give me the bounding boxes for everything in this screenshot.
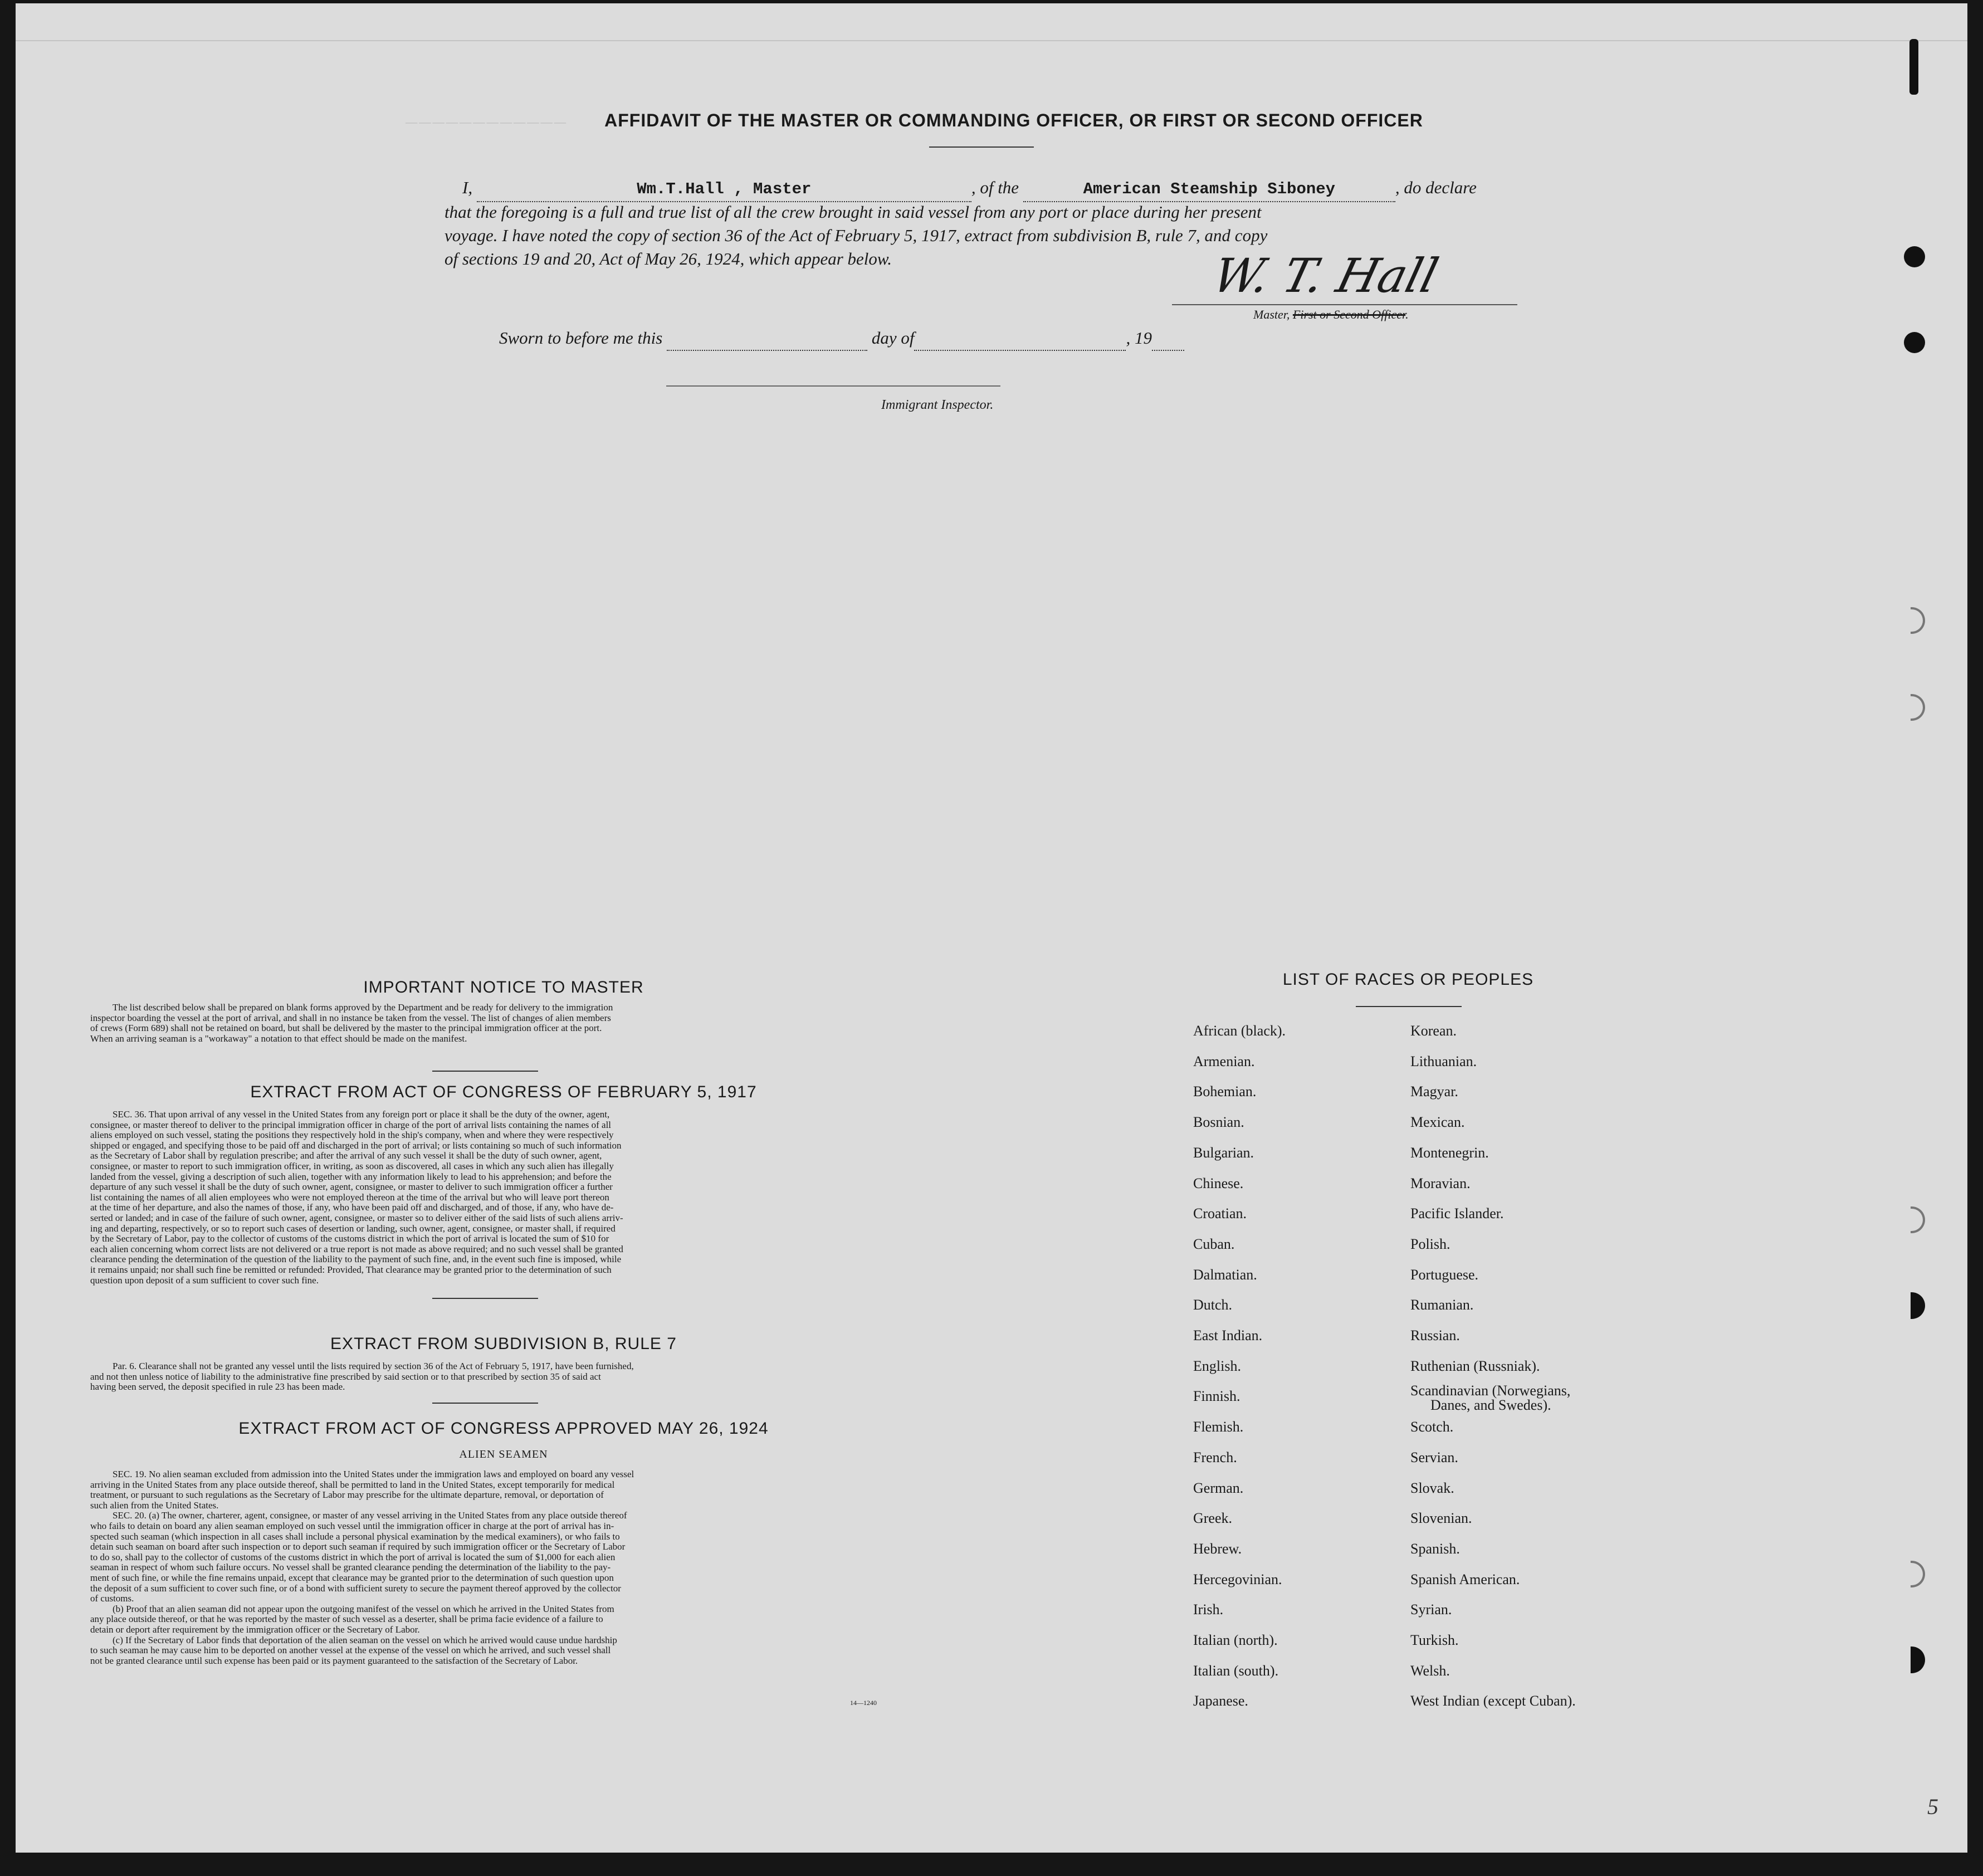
inspector-caption: Immigrant Inspector. xyxy=(881,398,994,412)
extract-1924-line: the deposit of a sum sufficient to cover such fine, or of a bond with sufficient surety to secure the payment thereof approved by the collector xyxy=(90,1582,621,1594)
form-number: 14—1240 xyxy=(850,1699,877,1707)
races-title: LIST OF RACES OR PEOPLES xyxy=(1282,970,1534,989)
race-item: Spanish. xyxy=(1410,1540,1460,1557)
extract-1924-line: to such seaman he may cause him to be deported on another vessel at the expense of the vessel on which he arrived, and such vessel shall xyxy=(90,1645,611,1656)
race-item: Bulgarian. xyxy=(1193,1144,1254,1161)
binder-ring-icon xyxy=(1911,1647,1925,1673)
punch-hole-icon xyxy=(1904,246,1925,267)
extract-1924-line: who fails to detain on board any alien seaman employed on such vessel until the immigration officer in charge at the port of arrival has in- xyxy=(90,1520,614,1531)
extract-1917-line: each alien concerning whom correct lists are not delivered or a true report is not made as above required; and no such vessel shall be granted xyxy=(90,1243,623,1254)
extract-rule7-line: having been served, the deposit specified in rule 23 has been made. xyxy=(90,1381,345,1393)
signature-line xyxy=(1172,304,1517,305)
binder-ring-icon xyxy=(1911,607,1925,634)
race-item: Croatian. xyxy=(1193,1205,1247,1222)
section-divider xyxy=(432,1071,538,1072)
race-item: Slovenian. xyxy=(1410,1510,1472,1527)
race-item: Syrian. xyxy=(1410,1601,1452,1618)
race-item: Hercegovinian. xyxy=(1193,1571,1282,1587)
extract-1924-line: any place outside thereof, or that he was reported by the master of such vessel as a deserter, shall be prima facie evidence of a failure to xyxy=(90,1614,603,1625)
race-item: Welsh. xyxy=(1410,1662,1450,1679)
extract-1917-line: as the Secretary of Labor shall by regulation prescribe; and after the arrival of any such vessel it shall be the duty of such owner, agent, xyxy=(90,1150,602,1161)
extract-1917-line: shipped or engaged, and specifying those to be paid off and discharged in the port of arrival; or lists containing so much of such information xyxy=(90,1140,622,1151)
sworn-label: Sworn to before me this xyxy=(499,328,663,348)
page-fold-line xyxy=(16,40,1967,41)
signer-caption-struck: First or Second Officer xyxy=(1292,307,1406,321)
race-item: Dalmatian. xyxy=(1193,1266,1257,1283)
extract-1924-line: (c) If the Secretary of Labor finds that deportation of the alien seaman on the vessel on which he arrived would cause undue hardship xyxy=(113,1634,617,1645)
signer-caption-end: . xyxy=(1405,307,1409,321)
race-item: Scotch. xyxy=(1410,1419,1454,1435)
notice-line: inspector boarding the vessel at the port of arrival, and shall in no instance be taken from the vessel. The list of changes of alien members xyxy=(90,1012,611,1023)
extract-1917-title: EXTRACT FROM ACT OF CONGRESS OF FEBRUARY 5, 1917 xyxy=(250,1083,757,1101)
declarant-name-field xyxy=(477,176,971,202)
race-item: Hebrew. xyxy=(1193,1540,1242,1557)
sworn-day-field xyxy=(667,326,867,351)
extract-1924-body xyxy=(90,1469,921,1666)
race-item: Dutch. xyxy=(1193,1297,1233,1313)
extract-rule7-line: and not then unless notice of liability to the administrative fine prescribed by said section or to that prescribed by section 35 of said act xyxy=(90,1371,601,1382)
extract-1917-line: consignee, or master thereof to deliver to the principal immigration officer in charge of the port of arrival lists containing the names of all xyxy=(90,1119,612,1130)
race-item: Mexican. xyxy=(1410,1114,1465,1131)
punch-hole-icon xyxy=(1904,332,1925,353)
year-prefix: , 19 xyxy=(1126,328,1152,348)
of-the-label: , of the xyxy=(971,178,1019,197)
extract-1924-line: (b) Proof that an alien seaman did not appear upon the outgoing manifest of the vessel on which he arrived in the United States from xyxy=(113,1603,614,1614)
race-item: Italian (north). xyxy=(1193,1632,1278,1648)
extract-1924-line: detain or deport after requirement by the immigration officer or the Secretary of Labor. xyxy=(90,1624,420,1635)
extract-1924-line: arriving in the United States from any place outside thereof, shall be permitted to land in the United States, except temporarily for medical xyxy=(90,1479,615,1490)
race-item: Moravian. xyxy=(1410,1175,1471,1191)
race-item: Scandinavian (Norwegians, xyxy=(1410,1382,1571,1399)
race-item: Italian (south). xyxy=(1193,1662,1279,1679)
race-item: Montenegrin. xyxy=(1410,1144,1489,1161)
extract-1924-line: seaman in respect of whom such failure occurs. No vessel shall be granted clearance pending the determination of the liability to the pay- xyxy=(90,1562,611,1573)
race-item-continuation: Danes, and Swedes). xyxy=(1430,1397,1551,1413)
race-item: African (black). xyxy=(1193,1023,1286,1039)
race-item: Pacific Islander. xyxy=(1410,1205,1504,1222)
extract-1924-line: ment of such fine, or while the fine remains unpaid, except that clearance may be granted prior to the determination of such question upon xyxy=(90,1572,614,1583)
extract-1924-line: to do so, shall pay to the collector of customs of the customs district in which the port of arrival is located the sum of $1,000 for each alien xyxy=(90,1551,616,1562)
extract-1917-line: landed from the vessel, giving a description of such alien, together with any information likely to lead to his apprehension; and before the xyxy=(90,1171,612,1182)
races-right-column xyxy=(1410,1023,1644,1724)
race-item: Bohemian. xyxy=(1193,1083,1257,1100)
extract-rule7-body xyxy=(90,1361,921,1393)
title-underline xyxy=(929,146,1034,148)
extract-1917-line: ing and departing, respectively, or so to report such cases of desertion or landing, such owner, agent, consignee, or master shall, if required xyxy=(90,1223,616,1234)
race-item: Greek. xyxy=(1193,1510,1233,1527)
declaration-fill-line xyxy=(462,176,1477,202)
extract-1924-line: SEC. 20. (a) The owner, charterer, agent, consignee, or master of any vessel arriving in the United States from any place outside thereof xyxy=(113,1510,627,1521)
race-item: Portuguese. xyxy=(1410,1266,1479,1283)
race-item: German. xyxy=(1193,1479,1244,1496)
declaration-line: voyage. I have noted the copy of section 36 of the Act of February 5, 1917, extract from subdivision B, rule 7, and copy xyxy=(445,226,1268,245)
declaration-line: of sections 19 and 20, Act of May 26, 1924, which appear below. xyxy=(445,249,892,268)
race-item: Finnish. xyxy=(1193,1388,1240,1405)
extract-1917-line: SEC. 36. That upon arrival of any vessel in the United States from any foreign port or place it shall be the duty of the owner, agent, xyxy=(113,1109,610,1120)
races-title-underline xyxy=(1356,1006,1462,1007)
race-item: Japanese. xyxy=(1193,1693,1248,1709)
extract-1924-line: detain such seaman on board after such inspection or to deport such seaman if required by such immigration officer or the Secretary of Labor xyxy=(90,1541,626,1552)
sworn-year-field xyxy=(1152,326,1184,351)
notice-line: The list described below shall be prepared on blank forms approved by the Department and be ready for delivery to the immigration xyxy=(113,1002,613,1013)
extract-rule7-line: Par. 6. Clearance shall not be granted any vessel until the lists required by section 36 of the Act of February 5, 1917, have been furnished, xyxy=(113,1361,634,1371)
race-item: East Indian. xyxy=(1193,1327,1263,1344)
top-right-clip-mark xyxy=(1909,39,1918,95)
declaration-line: that the foregoing is a full and true list of all the crew brought in said vessel from any port or place during her present xyxy=(445,202,1262,222)
race-item: Turkish. xyxy=(1410,1632,1459,1648)
sworn-month-field xyxy=(914,326,1126,351)
extract-1924-line: not be granted clearance until such expense has been paid or its payment guaranteed to the satisfaction of the Secretary of Labor. xyxy=(90,1655,578,1666)
race-item: Magyar. xyxy=(1410,1083,1458,1100)
race-item: English. xyxy=(1193,1357,1241,1374)
extract-1924-line: treatment, or pursuant to such regulations as the Secretary of Labor may prescribe for the ultimate departure, removal, or deportation of xyxy=(90,1489,604,1501)
extract-1924-title: EXTRACT FROM ACT OF CONGRESS APPROVED MAY 26, 1924 xyxy=(238,1419,769,1438)
race-item: Servian. xyxy=(1410,1449,1458,1465)
notice-line: When an arriving seaman is a "workaway" a notation to that effect should be made on the manifest. xyxy=(90,1033,467,1044)
race-item: Polish. xyxy=(1410,1235,1450,1252)
inspector-signature-line xyxy=(666,385,1000,387)
do-declare-label: , do declare xyxy=(1395,178,1477,197)
race-item: Russian. xyxy=(1410,1327,1460,1344)
race-item: Lithuanian. xyxy=(1410,1053,1477,1069)
race-item: West Indian (except Cuban). xyxy=(1410,1693,1576,1709)
binder-ring-icon xyxy=(1911,1206,1925,1233)
signer-caption xyxy=(1253,307,1409,322)
notice-title: IMPORTANT NOTICE TO MASTER xyxy=(363,978,644,996)
notice-body xyxy=(90,1003,921,1044)
extract-1924-line: spected such seaman (which inspection in all cases shall include a personal physical examination by the medical examiners), or who fails to xyxy=(90,1531,620,1542)
sworn-line xyxy=(499,326,1184,351)
bleed-through-text: ──────────── xyxy=(406,114,568,132)
extract-1917-line: at the time of her departure, and also the names of those, if any, who have been paid off and discharged, and of those, if any, who have de- xyxy=(90,1202,614,1213)
signer-caption-master: Master, xyxy=(1253,307,1290,321)
declarant-pronoun: I, xyxy=(462,178,473,197)
race-item: Slovak. xyxy=(1410,1479,1454,1496)
extract-1924-line: such alien from the United States. xyxy=(90,1499,219,1511)
declarant-name: Wm.T.Hall , Master xyxy=(637,180,812,198)
extract-1917-line: departure of any such vessel it shall be the duty of such owner, agent, consignee, or master to deliver to such immigration officer a further xyxy=(90,1181,613,1193)
extract-1917-line: question upon deposit of a sum sufficient to cover such fine. xyxy=(90,1274,319,1286)
extract-1917-line: serted or landed; and in case of the failure of such owner, agent, consignee, or master so to deliver either of the said lists of such aliens arriv- xyxy=(90,1212,623,1223)
race-item: Rumanian. xyxy=(1410,1297,1474,1313)
races-left-column xyxy=(1193,1023,1405,1724)
extract-1917-line: by the Secretary of Labor, pay to the collector of customs of the customs district in which the port of arrival is located the sum of $10 for xyxy=(90,1233,609,1244)
race-item: Armenian. xyxy=(1193,1053,1255,1069)
race-item: Flemish. xyxy=(1193,1419,1244,1435)
extract-1917-body xyxy=(90,1110,921,1286)
section-divider xyxy=(432,1403,538,1404)
extract-1924-line: SEC. 19. No alien seaman excluded from admission into the United States under the immigration laws and employed on board any vessel xyxy=(113,1469,634,1479)
extract-1917-line: it remains unpaid; nor shall such fine be remitted or refunded: Provided, That clearance may be granted prior to the determination of such xyxy=(90,1264,612,1275)
race-item: Ruthenian (Russniak). xyxy=(1410,1357,1540,1374)
section-divider xyxy=(432,1298,538,1299)
race-item: French. xyxy=(1193,1449,1237,1465)
day-of-label: day of xyxy=(871,328,915,348)
extract-1917-line: clearance pending the determination of the question of the liability to the payment of such fine, and, in the event such fine is imposed, while xyxy=(90,1254,622,1265)
master-signature: W. T. Hall xyxy=(1207,248,1444,303)
notice-line: of crews (Form 689) shall not be retained on board, but shall be delivered by the master to the principal immigration officer at the port. xyxy=(90,1023,602,1034)
extract-1924-line: of customs. xyxy=(90,1593,134,1604)
affidavit-title: AFFIDAVIT OF THE MASTER OR COMMANDING OFFICER, OR FIRST OR SECOND OFFICER xyxy=(604,110,1423,130)
extract-rule7-title: EXTRACT FROM SUBDIVISION B, RULE 7 xyxy=(330,1335,677,1353)
binder-ring-icon xyxy=(1911,1292,1925,1319)
race-item: Cuban. xyxy=(1193,1235,1235,1252)
vessel-name-field xyxy=(1023,176,1395,202)
vessel-name: American Steamship Siboney xyxy=(1083,180,1336,198)
corner-page-mark: 5 xyxy=(1927,1794,1938,1819)
extract-1917-line: aliens employed on such vessel, stating the positions they respectively hold in the ship's company, when and where they were respectively xyxy=(90,1130,614,1141)
race-item: Spanish American. xyxy=(1410,1571,1520,1587)
binder-ring-icon xyxy=(1911,694,1925,721)
race-item: Korean. xyxy=(1410,1023,1457,1039)
alien-seamen-subtitle: ALIEN SEAMEN xyxy=(459,1448,548,1460)
race-item: Bosnian. xyxy=(1193,1114,1244,1131)
extract-1917-line: consignee, or master to report to such immigration officer, in writing, as soon as discovered, all cases in which any such alien has illegally xyxy=(90,1160,614,1171)
race-item: Irish. xyxy=(1193,1601,1224,1618)
binder-ring-icon xyxy=(1911,1561,1925,1587)
race-item: Chinese. xyxy=(1193,1175,1244,1191)
extract-1917-line: list containing the names of all alien employees who were not employed thereon at the time of the arrival but who will leave port thereon xyxy=(90,1191,609,1203)
